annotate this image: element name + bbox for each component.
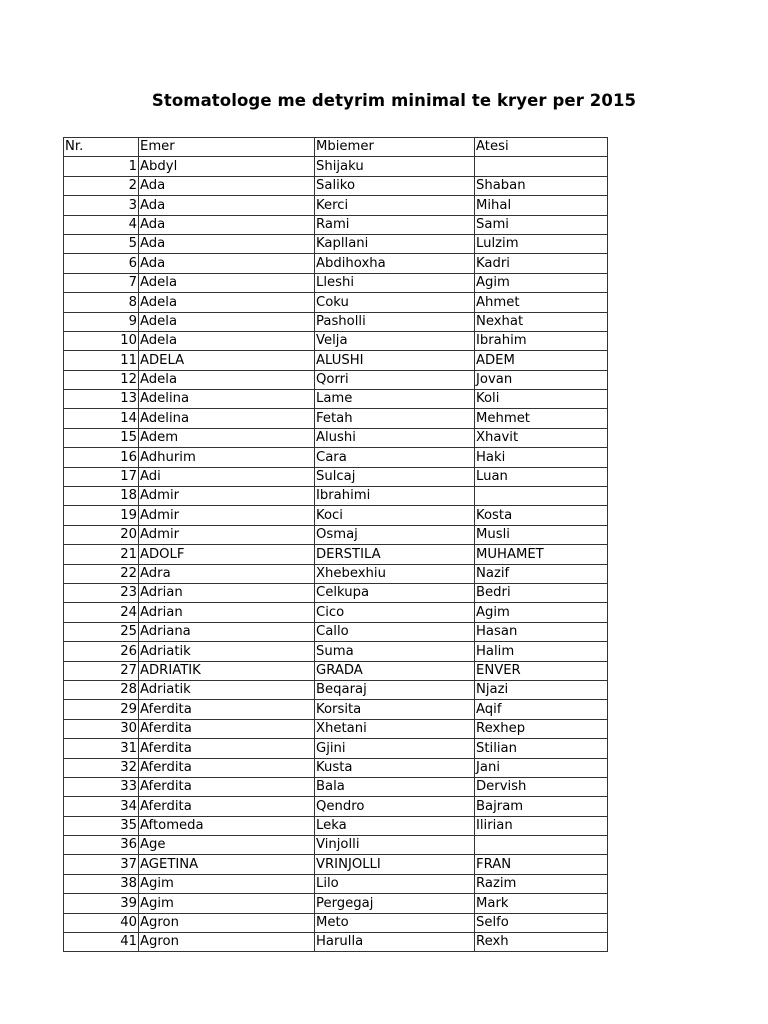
cell-atesi: Stilian bbox=[475, 739, 608, 758]
cell-nr: 4 bbox=[64, 215, 139, 234]
cell-atesi: Aqif bbox=[475, 700, 608, 719]
cell-atesi: Luan bbox=[475, 467, 608, 486]
cell-emer: Aftomeda bbox=[139, 816, 315, 835]
cell-atesi: Dervish bbox=[475, 777, 608, 796]
cell-atesi: Sami bbox=[475, 215, 608, 234]
table-row bbox=[64, 816, 608, 835]
cell-mbiemer: GRADA bbox=[315, 661, 475, 680]
cell-mbiemer: Koci bbox=[315, 506, 475, 525]
cell-mbiemer: Lilo bbox=[315, 874, 475, 893]
cell-nr: 7 bbox=[64, 273, 139, 292]
cell-nr: 32 bbox=[64, 758, 139, 777]
cell-mbiemer: Gjini bbox=[315, 739, 475, 758]
table-row bbox=[64, 487, 608, 506]
cell-nr: 35 bbox=[64, 816, 139, 835]
table-row bbox=[64, 506, 608, 525]
table-row bbox=[64, 777, 608, 796]
cell-atesi: Nexhat bbox=[475, 312, 608, 331]
cell-mbiemer: Velja bbox=[315, 331, 475, 350]
cell-mbiemer: Callo bbox=[315, 622, 475, 641]
table-row bbox=[64, 331, 608, 350]
table-row bbox=[64, 448, 608, 467]
cell-emer: Admir bbox=[139, 525, 315, 544]
cell-nr: 29 bbox=[64, 700, 139, 719]
cell-emer: Adela bbox=[139, 293, 315, 312]
table-row bbox=[64, 564, 608, 583]
table-row bbox=[64, 545, 608, 564]
cell-mbiemer: Qorri bbox=[315, 370, 475, 389]
cell-nr: 36 bbox=[64, 836, 139, 855]
table-row bbox=[64, 273, 608, 292]
cell-atesi: Kadri bbox=[475, 254, 608, 273]
cell-emer: Adela bbox=[139, 312, 315, 331]
cell-emer: Ada bbox=[139, 196, 315, 215]
cell-mbiemer: Kusta bbox=[315, 758, 475, 777]
table-row bbox=[64, 467, 608, 486]
cell-atesi: FRAN bbox=[475, 855, 608, 874]
cell-atesi: Kosta bbox=[475, 506, 608, 525]
table-row bbox=[64, 836, 608, 855]
table-row bbox=[64, 254, 608, 273]
cell-emer: Ada bbox=[139, 254, 315, 273]
cell-emer: Age bbox=[139, 836, 315, 855]
cell-atesi: Bajram bbox=[475, 797, 608, 816]
table-row bbox=[64, 603, 608, 622]
cell-mbiemer: Alushi bbox=[315, 428, 475, 447]
cell-nr: 15 bbox=[64, 428, 139, 447]
cell-mbiemer: Leka bbox=[315, 816, 475, 835]
cell-emer: ADRIATIK bbox=[139, 661, 315, 680]
cell-nr: 20 bbox=[64, 525, 139, 544]
cell-nr: 5 bbox=[64, 234, 139, 253]
table-row bbox=[64, 700, 608, 719]
cell-atesi: Rexhep bbox=[475, 719, 608, 738]
cell-mbiemer: Harulla bbox=[315, 933, 475, 952]
table-row bbox=[64, 176, 608, 195]
cell-mbiemer: Pasholli bbox=[315, 312, 475, 331]
cell-nr: 41 bbox=[64, 933, 139, 952]
cell-emer: Adem bbox=[139, 428, 315, 447]
table-row bbox=[64, 642, 608, 661]
cell-emer: Aferdita bbox=[139, 719, 315, 738]
cell-nr: 16 bbox=[64, 448, 139, 467]
cell-nr: 8 bbox=[64, 293, 139, 312]
table-row bbox=[64, 933, 608, 952]
table-row bbox=[64, 370, 608, 389]
cell-atesi: Ahmet bbox=[475, 293, 608, 312]
cell-nr: 21 bbox=[64, 545, 139, 564]
cell-nr: 18 bbox=[64, 487, 139, 506]
cell-nr: 31 bbox=[64, 739, 139, 758]
cell-nr: 3 bbox=[64, 196, 139, 215]
cell-nr: 34 bbox=[64, 797, 139, 816]
cell-emer: Adi bbox=[139, 467, 315, 486]
cell-nr: 17 bbox=[64, 467, 139, 486]
cell-emer: Agron bbox=[139, 913, 315, 932]
cell-atesi: Razim bbox=[475, 874, 608, 893]
cell-nr: 30 bbox=[64, 719, 139, 738]
page-title: Stomatologe me detyrim minimal te kryer per 2015 bbox=[151, 91, 637, 110]
cell-mbiemer: Suma bbox=[315, 642, 475, 661]
table-body bbox=[64, 157, 608, 952]
cell-nr: 1 bbox=[64, 157, 139, 176]
cell-atesi: Haki bbox=[475, 448, 608, 467]
cell-emer: Abdyl bbox=[139, 157, 315, 176]
cell-nr: 22 bbox=[64, 564, 139, 583]
table-row bbox=[64, 719, 608, 738]
cell-mbiemer: Kapllani bbox=[315, 234, 475, 253]
cell-mbiemer: Kerci bbox=[315, 196, 475, 215]
cell-emer: Ada bbox=[139, 215, 315, 234]
cell-nr: 27 bbox=[64, 661, 139, 680]
cell-atesi: Halim bbox=[475, 642, 608, 661]
cell-atesi: Rexh bbox=[475, 933, 608, 952]
cell-mbiemer: Cico bbox=[315, 603, 475, 622]
cell-mbiemer: ALUSHI bbox=[315, 351, 475, 370]
cell-mbiemer: Xhetani bbox=[315, 719, 475, 738]
cell-emer: Ada bbox=[139, 176, 315, 195]
table-row bbox=[64, 196, 608, 215]
cell-mbiemer: Qendro bbox=[315, 797, 475, 816]
cell-emer: Adriatik bbox=[139, 642, 315, 661]
cell-emer: Aferdita bbox=[139, 797, 315, 816]
table-row bbox=[64, 215, 608, 234]
cell-mbiemer: Vinjolli bbox=[315, 836, 475, 855]
table-row bbox=[64, 855, 608, 874]
cell-atesi: ENVER bbox=[475, 661, 608, 680]
cell-mbiemer: Coku bbox=[315, 293, 475, 312]
table-row bbox=[64, 351, 608, 370]
cell-mbiemer: DERSTILA bbox=[315, 545, 475, 564]
cell-atesi: Bedri bbox=[475, 583, 608, 602]
cell-mbiemer: Saliko bbox=[315, 176, 475, 195]
cell-nr: 6 bbox=[64, 254, 139, 273]
cell-emer: Adrian bbox=[139, 603, 315, 622]
cell-emer: Admir bbox=[139, 506, 315, 525]
cell-atesi: Musli bbox=[475, 525, 608, 544]
cell-emer: AGETINA bbox=[139, 855, 315, 874]
cell-nr: 25 bbox=[64, 622, 139, 641]
cell-atesi: Agim bbox=[475, 603, 608, 622]
cell-emer: ADOLF bbox=[139, 545, 315, 564]
cell-mbiemer: Lleshi bbox=[315, 273, 475, 292]
cell-mbiemer: Korsita bbox=[315, 700, 475, 719]
cell-atesi: Xhavit bbox=[475, 428, 608, 447]
cell-emer: Ada bbox=[139, 234, 315, 253]
table-row bbox=[64, 913, 608, 932]
table-header-row bbox=[64, 138, 608, 157]
cell-emer: Adhurim bbox=[139, 448, 315, 467]
cell-emer: Adriatik bbox=[139, 680, 315, 699]
cell-atesi: Jovan bbox=[475, 370, 608, 389]
table-row bbox=[64, 409, 608, 428]
cell-atesi bbox=[475, 157, 608, 176]
cell-emer: Adela bbox=[139, 370, 315, 389]
table-row bbox=[64, 293, 608, 312]
cell-atesi: Ilirian bbox=[475, 816, 608, 835]
cell-mbiemer: Shijaku bbox=[315, 157, 475, 176]
cell-mbiemer: Xhebexhiu bbox=[315, 564, 475, 583]
table-row bbox=[64, 234, 608, 253]
cell-nr: 24 bbox=[64, 603, 139, 622]
cell-mbiemer: Rami bbox=[315, 215, 475, 234]
cell-nr: 33 bbox=[64, 777, 139, 796]
table-row bbox=[64, 583, 608, 602]
header-nr: Nr. bbox=[64, 138, 139, 157]
table-row bbox=[64, 312, 608, 331]
cell-nr: 28 bbox=[64, 680, 139, 699]
cell-atesi: Mark bbox=[475, 894, 608, 913]
cell-emer: Adrian bbox=[139, 583, 315, 602]
cell-atesi: Hasan bbox=[475, 622, 608, 641]
cell-atesi: Agim bbox=[475, 273, 608, 292]
cell-emer: Aferdita bbox=[139, 777, 315, 796]
cell-mbiemer: Lame bbox=[315, 390, 475, 409]
cell-nr: 2 bbox=[64, 176, 139, 195]
cell-mbiemer: Osmaj bbox=[315, 525, 475, 544]
table-row bbox=[64, 525, 608, 544]
cell-mbiemer: Ibrahimi bbox=[315, 487, 475, 506]
cell-atesi: Mihal bbox=[475, 196, 608, 215]
cell-nr: 37 bbox=[64, 855, 139, 874]
cell-mbiemer: Cara bbox=[315, 448, 475, 467]
cell-nr: 26 bbox=[64, 642, 139, 661]
cell-emer: Adriana bbox=[139, 622, 315, 641]
header-emer: Emer bbox=[139, 138, 315, 157]
cell-nr: 38 bbox=[64, 874, 139, 893]
cell-atesi: Koli bbox=[475, 390, 608, 409]
table-row bbox=[64, 390, 608, 409]
table-row bbox=[64, 428, 608, 447]
table-row bbox=[64, 739, 608, 758]
cell-emer: Agron bbox=[139, 933, 315, 952]
cell-nr: 14 bbox=[64, 409, 139, 428]
table-row bbox=[64, 157, 608, 176]
cell-mbiemer: Sulcaj bbox=[315, 467, 475, 486]
cell-atesi: Nazif bbox=[475, 564, 608, 583]
cell-emer: Adela bbox=[139, 273, 315, 292]
cell-emer: Adela bbox=[139, 331, 315, 350]
cell-atesi: Jani bbox=[475, 758, 608, 777]
cell-emer: Agim bbox=[139, 894, 315, 913]
cell-atesi: Lulzim bbox=[475, 234, 608, 253]
cell-mbiemer: Meto bbox=[315, 913, 475, 932]
cell-mbiemer: Fetah bbox=[315, 409, 475, 428]
cell-emer: Admir bbox=[139, 487, 315, 506]
cell-nr: 11 bbox=[64, 351, 139, 370]
cell-nr: 19 bbox=[64, 506, 139, 525]
dentists-table bbox=[63, 137, 608, 952]
cell-nr: 23 bbox=[64, 583, 139, 602]
cell-emer: ADELA bbox=[139, 351, 315, 370]
cell-emer: Adelina bbox=[139, 409, 315, 428]
cell-emer: Aferdita bbox=[139, 700, 315, 719]
cell-nr: 13 bbox=[64, 390, 139, 409]
cell-emer: Adelina bbox=[139, 390, 315, 409]
cell-atesi: Shaban bbox=[475, 176, 608, 195]
table-row bbox=[64, 894, 608, 913]
table-row bbox=[64, 758, 608, 777]
table-row bbox=[64, 661, 608, 680]
cell-atesi: Mehmet bbox=[475, 409, 608, 428]
cell-atesi: Njazi bbox=[475, 680, 608, 699]
table-row bbox=[64, 622, 608, 641]
cell-emer: Aferdita bbox=[139, 758, 315, 777]
cell-nr: 40 bbox=[64, 913, 139, 932]
cell-atesi: Ibrahim bbox=[475, 331, 608, 350]
cell-mbiemer: Bala bbox=[315, 777, 475, 796]
table-row bbox=[64, 874, 608, 893]
cell-atesi: ADEM bbox=[475, 351, 608, 370]
cell-atesi bbox=[475, 836, 608, 855]
cell-mbiemer: VRINJOLLI bbox=[315, 855, 475, 874]
cell-mbiemer: Celkupa bbox=[315, 583, 475, 602]
header-mbiemer: Mbiemer bbox=[315, 138, 475, 157]
cell-nr: 9 bbox=[64, 312, 139, 331]
cell-mbiemer: Pergegaj bbox=[315, 894, 475, 913]
cell-atesi bbox=[475, 487, 608, 506]
table-row bbox=[64, 797, 608, 816]
cell-mbiemer: Abdihoxha bbox=[315, 254, 475, 273]
cell-nr: 39 bbox=[64, 894, 139, 913]
cell-emer: Aferdita bbox=[139, 739, 315, 758]
cell-nr: 10 bbox=[64, 331, 139, 350]
table-row bbox=[64, 680, 608, 699]
cell-emer: Agim bbox=[139, 874, 315, 893]
cell-emer: Adra bbox=[139, 564, 315, 583]
cell-atesi: MUHAMET bbox=[475, 545, 608, 564]
cell-nr: 12 bbox=[64, 370, 139, 389]
cell-mbiemer: Beqaraj bbox=[315, 680, 475, 699]
header-atesi: Atesi bbox=[475, 138, 608, 157]
cell-atesi: Selfo bbox=[475, 913, 608, 932]
